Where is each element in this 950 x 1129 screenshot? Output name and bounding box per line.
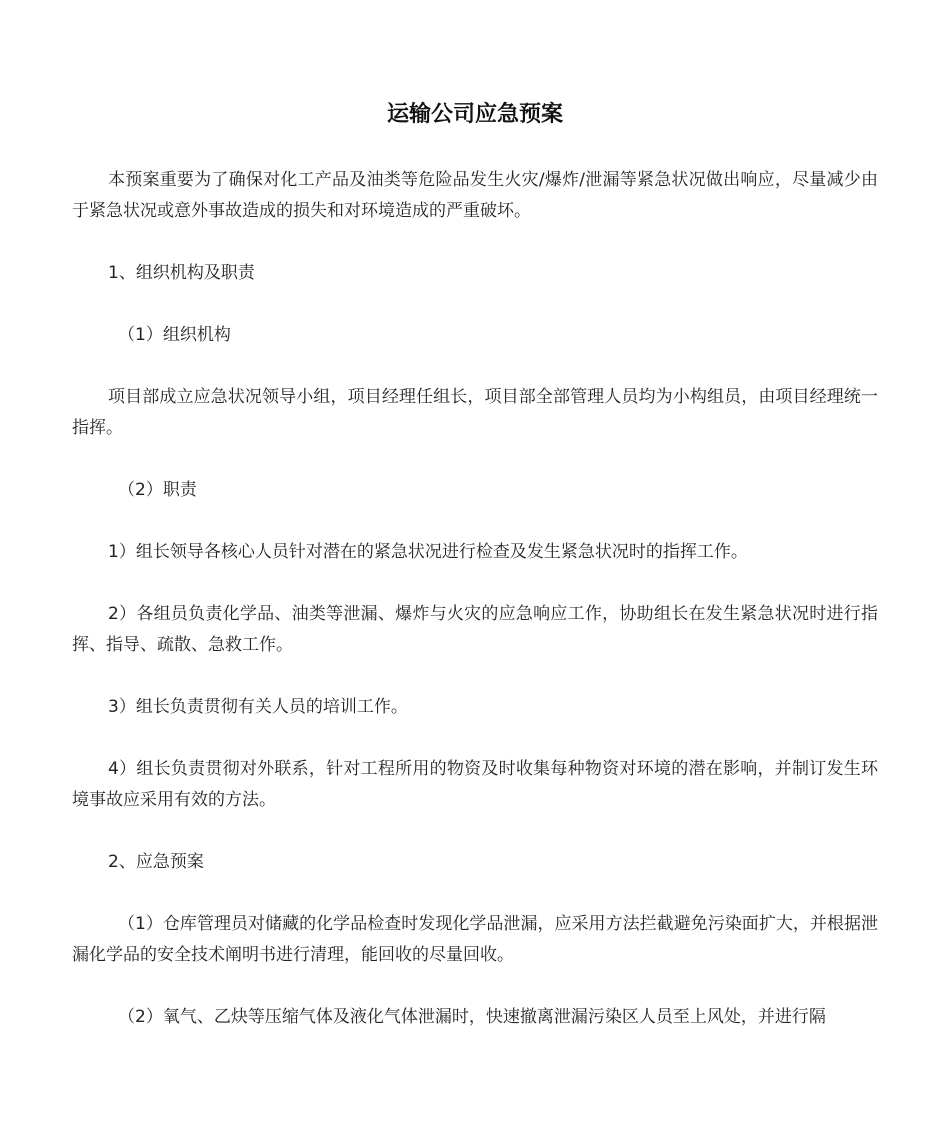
document-title: 运输公司应急预案 bbox=[386, 102, 563, 127]
subsection-heading-duties: （2）职责 bbox=[118, 480, 197, 500]
paragraph-duty-3: 3）组长负责贯彻有关人员的培训工作。 bbox=[108, 697, 408, 717]
subsection-heading-structure: （1）组织机构 bbox=[118, 325, 231, 345]
section-heading-organization: 1、组织机构及职责 bbox=[108, 263, 255, 283]
paragraph-structure: 项目部成立应急状况领导小组，项目经理任组长，项目部全部管理人员均为小构组员，由项目经理统一指挥。 bbox=[72, 387, 878, 438]
paragraph-plan-1: （1）仓库管理员对储藏的化学品检查时发现化学品泄漏，应采用方法拦截避免污染面扩大，并根据泄漏化学品的安全技术阐明书进行清理，能回收的尽量回收。 bbox=[72, 914, 878, 965]
paragraph-intro: 本预案重要为了确保对化工产品及油类等危险品发生火灾/爆炸/泄漏等紧急状况做出响应，尽量减少由于紧急状况或意外事故造成的损失和对环境造成的严重破坏。 bbox=[72, 170, 878, 221]
paragraph-plan-2: （2）氧气、乙炔等压缩气体及液化气体泄漏时，快速撤离泄漏污染区人员至上风处，并进行隔 bbox=[118, 1007, 826, 1027]
section-heading-plan: 2、应急预案 bbox=[108, 852, 204, 872]
paragraph-duty-4: 4）组长负责贯彻对外联系，针对工程所用的物资及时收集每种物资对环境的潜在影响，并制订发生环境事故应采用有效的方法。 bbox=[72, 759, 878, 810]
paragraph-duty-2: 2）各组员负责化学品、油类等泄漏、爆炸与火灾的应急响应工作，协助组长在发生紧急状况时进行指挥、指导、疏散、急救工作。 bbox=[72, 604, 878, 655]
paragraph-duty-1: 1）组长领导各核心人员针对潜在的紧急状况进行检查及发生紧急状况时的指挥工作。 bbox=[108, 542, 748, 562]
